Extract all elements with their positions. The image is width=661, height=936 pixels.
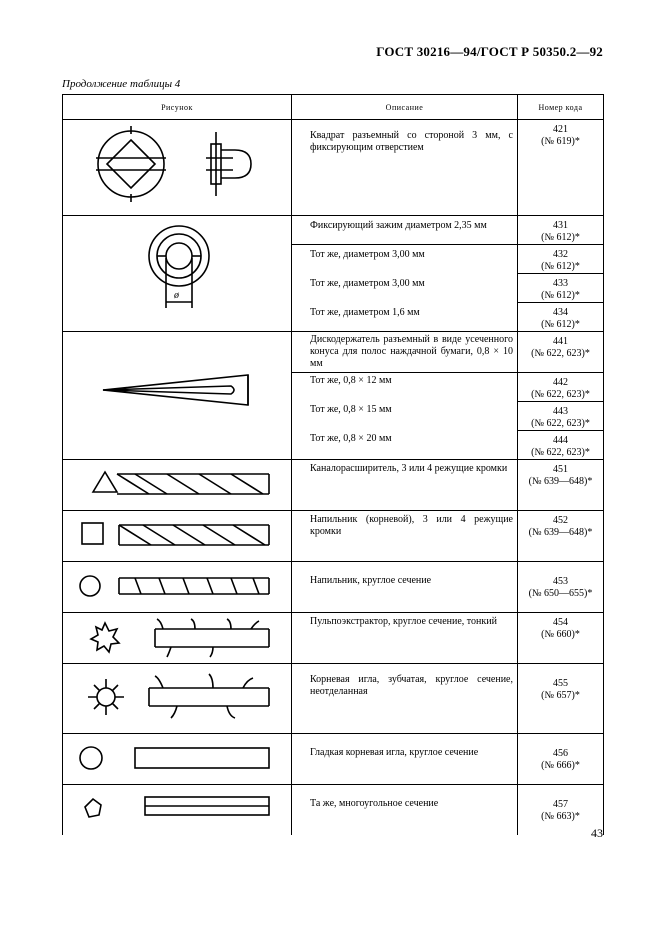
code-reference: (№ 622, 623)*: [531, 348, 590, 359]
code-number: 433: [553, 278, 568, 289]
table-row: [63, 120, 604, 216]
figure-round-file: [63, 562, 292, 613]
code-reference: (№ 663)*: [541, 811, 580, 822]
code-number: 442: [553, 377, 568, 388]
column-header-figure: Рисунок: [63, 95, 292, 120]
row-description: Корневая игла, зубчатая, круглое сечение, неотделанная: [310, 674, 513, 697]
row-code: [518, 511, 603, 539]
code-number: 434: [553, 307, 568, 318]
code-reference: (№ 622, 623)*: [531, 389, 590, 400]
code-reference: (№ 639—648)*: [528, 476, 593, 487]
figure-split-square: [63, 120, 292, 216]
row-code: [518, 613, 603, 641]
code-reference: (№ 612)*: [541, 319, 580, 330]
row-description: Пульпоэкстрактор, круглое сечение, тонкий: [310, 616, 497, 627]
code-number: 454: [553, 617, 568, 628]
table-row: [63, 511, 604, 562]
code-reference: (№ 657)*: [541, 690, 580, 701]
code-number: 456: [553, 748, 568, 759]
row-code: [518, 274, 603, 302]
row-description: Напильник, круглое сечение: [310, 575, 432, 586]
table-row: [63, 785, 604, 835]
row-code: [518, 562, 603, 600]
code-number: 421: [553, 124, 568, 135]
figure-polygonal-broach: [63, 785, 292, 835]
code-number: 431: [553, 220, 568, 231]
table-caption: Продолжение таблицы 4: [62, 78, 181, 90]
row-description: Тот же, диаметром 3,00 мм: [310, 277, 425, 289]
row-description: Напильник (корневой), 3 или 4 режущие кромки: [310, 514, 513, 537]
code-reference: (№ 612)*: [541, 261, 580, 272]
row-code: [518, 664, 603, 702]
row-code: [518, 734, 603, 772]
code-reference: (№ 622, 623)*: [531, 418, 590, 429]
row-code: [518, 216, 603, 244]
smooth-broach-drawing: [63, 734, 292, 782]
figure-fixing-clamp: [63, 216, 292, 332]
split-square-drawing: [63, 120, 292, 214]
code-number: 444: [553, 435, 568, 446]
row-description: Дискодержатель разъемный в виде усеченного конуса для полос наждачной бумаги, 0,8 × 10 мм: [310, 334, 513, 369]
row-description: Тот же, диаметром 1,6 мм: [310, 306, 420, 318]
code-number: 441: [553, 336, 568, 347]
figure-pulp-extractor: [63, 613, 292, 664]
table-row: [63, 562, 604, 613]
barbed-broach-drawing: [63, 664, 292, 730]
code-number: 432: [553, 249, 568, 260]
figure-disc-holder: [63, 332, 292, 460]
code-number: 452: [553, 515, 568, 526]
disc-holder-drawing: [63, 332, 292, 450]
column-header-code: Номер кода: [518, 95, 604, 120]
table-header-row: [63, 95, 604, 120]
row-description: Гладкая корневая игла, круглое сечение: [310, 747, 479, 758]
polygonal-broach-drawing: [63, 785, 292, 833]
figure-root-file: [63, 511, 292, 562]
row-code: [518, 332, 603, 360]
figure-canal-reamer: [63, 460, 292, 511]
row-description: Каналорасширитель, 3 или 4 режущие кромки: [310, 463, 508, 474]
figure-smooth-broach: [63, 734, 292, 785]
table-row: [63, 734, 604, 785]
code-reference: (№ 639—648)*: [528, 527, 593, 538]
root-file-drawing: [63, 511, 292, 559]
standards-table: [62, 94, 604, 835]
code-reference: (№ 612)*: [541, 232, 580, 243]
code-reference: (№ 619)*: [541, 136, 580, 147]
diameter-label: ø: [174, 290, 179, 301]
table-row: [63, 332, 604, 373]
row-code: [518, 402, 603, 430]
code-reference: (№ 622, 623)*: [531, 447, 590, 458]
code-number: 453: [553, 576, 568, 587]
code-number: 443: [553, 406, 568, 417]
fixing-clamp-drawing: [63, 216, 292, 324]
code-reference: (№ 650—655)*: [528, 588, 593, 599]
row-code: [518, 373, 603, 401]
row-code: [518, 431, 603, 459]
table-row: [63, 664, 604, 734]
table-row: [63, 460, 604, 511]
row-description: Тот же, диаметром 3,00 мм: [310, 249, 425, 260]
table-row: [63, 613, 604, 664]
row-description: Тот же, 0,8 × 20 мм: [310, 432, 392, 444]
column-header-description: Описание: [292, 95, 518, 120]
row-code: [518, 785, 603, 823]
row-code: [518, 460, 603, 488]
code-number: 455: [553, 678, 568, 689]
row-code: [518, 245, 603, 273]
row-description: Та же, многоугольное сечение: [310, 798, 439, 809]
row-description: Тот же, 0,8 × 12 мм: [310, 375, 392, 386]
row-code: [518, 303, 603, 331]
figure-barbed-broach: [63, 664, 292, 734]
row-description: Тот же, 0,8 × 15 мм: [310, 403, 392, 415]
page-number: 43: [591, 826, 603, 840]
code-number: 457: [553, 799, 568, 810]
canal-reamer-drawing: [63, 460, 292, 508]
table-row: [63, 216, 604, 245]
row-description: Квадрат разъемный со стороной 3 мм, с фиксирующим отверстием: [310, 130, 513, 153]
row-description: Фиксирующий зажим диаметром 2,35 мм: [310, 220, 487, 231]
code-reference: (№ 660)*: [541, 629, 580, 640]
code-reference: (№ 612)*: [541, 290, 580, 301]
pulp-extractor-drawing: [63, 613, 292, 661]
code-number: 451: [553, 464, 568, 475]
code-reference: (№ 666)*: [541, 760, 580, 771]
round-file-drawing: [63, 562, 292, 610]
document-header: ГОСТ 30216—94/ГОСТ Р 50350.2—92: [376, 44, 603, 59]
row-code: [518, 120, 603, 148]
